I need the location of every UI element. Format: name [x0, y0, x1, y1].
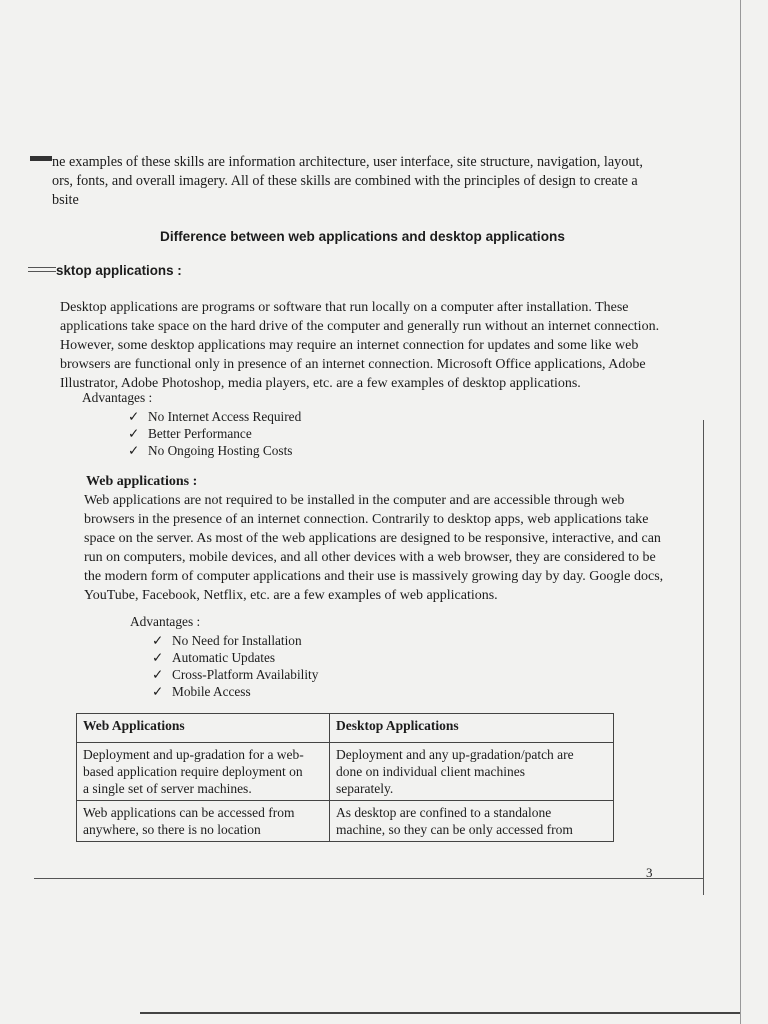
cell-line: As desktop are confined to a standalone	[336, 805, 552, 820]
list-item	[152, 632, 318, 649]
web-paragraph-line: the modern form of computer applications and their use is massively growing day by day. Google docs,	[84, 569, 664, 584]
advantage-text: No Internet Access Required	[148, 409, 302, 424]
advantage-text: Better Performance	[148, 426, 252, 441]
section-heading: Difference between web applications and desktop applications	[160, 229, 565, 244]
advantage-text: Automatic Updates	[172, 650, 276, 665]
advantage-text: Cross-Platform Availability	[172, 667, 319, 682]
checkmark-icon: ✓	[128, 443, 140, 458]
table-header-row	[77, 714, 614, 743]
desktop-heading: sktop applications :	[56, 263, 182, 278]
comparison-table	[76, 713, 614, 842]
web-paragraph-line: run on computers, mobile devices, and all other devices with a web browser, they are considered to be	[84, 550, 656, 565]
desktop-paragraph-line: Desktop applications are programs or software that run locally on a computer after installation. These	[60, 300, 629, 315]
cell-line: anywhere, so there is no location	[83, 822, 261, 837]
page-right-rule	[703, 420, 704, 895]
web-paragraph-line: Web applications are not required to be installed in the computer and are accessible through web	[84, 493, 625, 508]
list-item	[128, 408, 301, 425]
list-item	[128, 425, 301, 442]
cell-line: Web applications can be accessed from	[83, 805, 295, 820]
table-row	[77, 801, 614, 842]
scan-bottom-line	[140, 1012, 740, 1014]
scan-edge-line	[28, 271, 56, 272]
cell-line: Deployment and any up-gradation/patch are	[336, 747, 574, 762]
web-paragraph-line: browsers in the presence of an internet connection. Contrarily to desktop apps, web applications take	[84, 512, 649, 527]
page-bottom-rule	[34, 878, 704, 879]
checkmark-icon: ✓	[152, 684, 164, 699]
list-item	[152, 649, 318, 666]
table-header-cell: Web Applications	[77, 714, 330, 743]
checkmark-icon: ✓	[128, 426, 140, 441]
list-item	[152, 683, 318, 700]
web-paragraph-line: YouTube, Facebook, Netflix, etc. are a few examples of web applications.	[84, 588, 498, 603]
web-advantages-list	[152, 632, 318, 700]
page-edge-line	[740, 0, 741, 1024]
intro-line: ors, fonts, and overall imagery. All of these skills are combined with the principles of design to create a	[52, 173, 638, 189]
checkmark-icon: ✓	[152, 633, 164, 648]
scan-edge-mark	[30, 156, 52, 161]
list-item	[128, 442, 301, 459]
cell-line: machine, so they can be only accessed from	[336, 822, 573, 837]
cell-line: a single set of server machines.	[83, 781, 252, 796]
table-cell	[330, 743, 614, 801]
advantages-label: Advantages :	[130, 614, 201, 629]
advantage-text: No Need for Installation	[172, 633, 302, 648]
desktop-paragraph-line: However, some desktop applications may require an internet connection for updates and some like web	[60, 338, 639, 353]
table-header-cell: Desktop Applications	[330, 714, 614, 743]
checkmark-icon: ✓	[152, 667, 164, 682]
scan-edge-line	[28, 267, 56, 268]
advantages-label: Advantages :	[82, 390, 153, 405]
table-cell	[330, 801, 614, 842]
web-paragraph-line: space on the server. As most of the web applications are designed to be responsive, interactive, and can	[84, 531, 661, 546]
cell-line: done on individual client machines	[336, 764, 525, 779]
table-cell	[77, 743, 330, 801]
web-heading: Web applications :	[86, 474, 198, 489]
desktop-paragraph-line: Illustrator, Adobe Photoshop, media players, etc. are a few examples of desktop applications.	[60, 376, 581, 391]
desktop-advantages-list	[128, 408, 301, 459]
page-number: 3	[646, 865, 653, 880]
checkmark-icon: ✓	[128, 409, 140, 424]
cell-line: Deployment and up-gradation for a web-	[83, 747, 304, 762]
table-row	[77, 743, 614, 801]
desktop-paragraph-line: browsers are functional only in presence of an internet connection. Microsoft Office applications, Adobe	[60, 357, 646, 372]
table-cell	[77, 801, 330, 842]
list-item	[152, 666, 318, 683]
desktop-paragraph-line: applications take space on the hard drive of the computer and generally run without an internet connection.	[60, 319, 660, 334]
checkmark-icon: ✓	[152, 650, 164, 665]
cell-line: separately.	[336, 781, 394, 796]
intro-line: bsite	[52, 192, 79, 208]
cell-line: based application require deployment on	[83, 764, 303, 779]
advantage-text: No Ongoing Hosting Costs	[148, 443, 293, 458]
intro-line: ne examples of these skills are information architecture, user interface, site structure, navigation, layout,	[52, 154, 643, 170]
advantage-text: Mobile Access	[172, 684, 251, 699]
